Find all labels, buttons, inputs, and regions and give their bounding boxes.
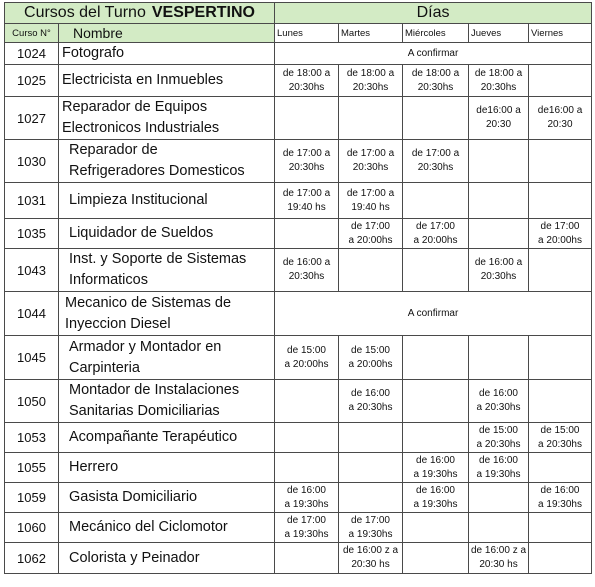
schedule-cell <box>529 183 592 219</box>
schedule-line: 20:30hs <box>288 162 325 173</box>
schedule-cell <box>403 140 469 183</box>
course-code: 1055 <box>5 453 59 483</box>
schedule-cell <box>403 483 469 513</box>
schedule-cell <box>339 249 403 292</box>
schedule-line: 20:30 <box>547 119 573 130</box>
schedule-cell <box>469 423 529 453</box>
course-code: 1059 <box>5 483 59 513</box>
schedule-cell <box>275 183 339 219</box>
schedule-line: de 15:00 <box>287 344 326 356</box>
course-name-line: Reparador de <box>69 142 158 158</box>
schedule-cell <box>403 513 469 543</box>
table-row <box>5 336 592 380</box>
schedule-cell <box>469 513 529 543</box>
course-name-line: Electronicos Industriales <box>62 120 220 136</box>
schedule-cell <box>339 423 403 453</box>
schedule-cell <box>529 380 592 423</box>
course-name <box>59 97 275 140</box>
schedule-line: de 16:00 z a <box>470 545 527 556</box>
schedule-cell <box>275 543 339 574</box>
schedule-cell <box>339 380 403 423</box>
day-header: Lunes <box>275 24 339 43</box>
header-row <box>5 3 592 24</box>
course-name-line: Fotografo <box>62 45 125 61</box>
course-name <box>59 423 275 453</box>
table-row <box>5 97 592 140</box>
course-name <box>59 219 275 249</box>
table-row <box>5 292 592 336</box>
schedule-cell <box>469 380 529 423</box>
schedule-line: de16:00 a <box>476 105 521 116</box>
schedule-to-confirm: A confirmar <box>275 292 592 336</box>
schedule-line: de 18:00 a <box>346 67 395 79</box>
table-row <box>5 453 592 483</box>
schedule-line: 20:30hs <box>417 162 454 173</box>
schedule-cell <box>529 65 592 97</box>
course-name-line: Colorista y Peinador <box>69 549 200 566</box>
schedule-line: 20:30hs <box>480 271 517 282</box>
schedule-cell <box>469 336 529 380</box>
schedule-line: a 19:30hs <box>413 498 458 510</box>
schedule-line: de 16:00 <box>479 388 518 399</box>
schedule-line: de 16:00 a <box>474 257 523 268</box>
schedule-line: de 16:00 <box>479 454 518 466</box>
schedule-cell <box>403 336 469 380</box>
course-code: 1050 <box>5 380 59 423</box>
schedule-cell <box>469 97 529 140</box>
schedule-line: de16:00 a <box>537 105 583 116</box>
schedule-line: de 16:00 <box>416 454 455 466</box>
schedule-line: a 20:30hs <box>348 402 393 413</box>
schedule-line: 20:30 <box>486 119 512 130</box>
schedule-cell <box>275 380 339 423</box>
schedule-line: de 17:00 <box>351 220 390 232</box>
course-name-line: Mecanico de Sistemas de <box>65 294 232 311</box>
schedule-cell <box>469 483 529 513</box>
table-row <box>5 43 592 65</box>
schedule-cell <box>469 140 529 183</box>
schedule-line: 20:30hs <box>288 271 325 282</box>
course-code: 1044 <box>5 292 59 336</box>
schedule-cell <box>339 543 403 574</box>
schedule-cell <box>469 183 529 219</box>
schedule-cell <box>403 183 469 219</box>
schedule-cell <box>529 219 592 249</box>
schedule-line: a 19:30hs <box>348 528 393 540</box>
course-code: 1043 <box>5 249 59 292</box>
course-code: 1027 <box>5 97 59 140</box>
shift-title-bold: VESPERTINO <box>151 4 255 21</box>
schedule-cell <box>403 219 469 249</box>
schedule-line: de 16:00 <box>416 484 455 496</box>
schedule-line: de 16:00 a <box>282 257 331 268</box>
schedule-cell <box>469 249 529 292</box>
table-row <box>5 249 592 292</box>
schedule-line: de 16:00 z a <box>342 545 399 556</box>
schedule-line: 20:30hs <box>352 81 389 93</box>
schedule-line: de 17:00 <box>416 220 455 232</box>
schedule-cell <box>339 453 403 483</box>
schedule-cell <box>339 65 403 97</box>
schedule-line: a 20:30hs <box>538 438 582 450</box>
schedule-cell <box>403 543 469 574</box>
schedule-line: a 19:30hs <box>284 528 329 540</box>
table-row <box>5 219 592 249</box>
course-name-line: Gasista Domiciliario <box>69 489 198 505</box>
schedule-cell <box>275 219 339 249</box>
schedule-cell <box>469 219 529 249</box>
schedule-cell <box>275 249 339 292</box>
schedule-line: a 20:00hs <box>538 234 582 246</box>
schedule-line: de 17:00 a <box>282 148 331 159</box>
schedule-cell <box>403 249 469 292</box>
schedule-line: de 16:00 <box>540 484 580 496</box>
schedule-cell <box>469 453 529 483</box>
schedule-cell <box>339 336 403 380</box>
schedule-cell <box>469 65 529 97</box>
schedule-line: 20:30hs <box>352 162 389 173</box>
course-code: 1062 <box>5 543 59 574</box>
schedule-line: de 17:00 <box>540 220 580 232</box>
schedule-cell <box>529 140 592 183</box>
table-row <box>5 380 592 423</box>
schedule-line: de 18:00 a <box>411 67 460 79</box>
schedule-line: 19:40 hs <box>351 201 390 213</box>
course-name-line: Armador y Montador en <box>69 338 222 355</box>
course-name <box>59 249 275 292</box>
day-header: Martes <box>339 24 403 43</box>
schedule-cell <box>529 336 592 380</box>
schedule-line: 20:30 hs <box>351 559 390 570</box>
schedule-cell <box>529 249 592 292</box>
course-code: 1045 <box>5 336 59 380</box>
courses-sheet <box>4 2 591 574</box>
course-name-line: Inst. y Soporte de Sistemas <box>69 251 247 267</box>
course-code: 1031 <box>5 183 59 219</box>
schedule-line: de 17:00 a <box>346 187 395 199</box>
course-code: 1024 <box>5 43 59 65</box>
course-name <box>59 65 275 97</box>
schedule-line: a 19:30hs <box>284 498 329 510</box>
schedule-line: a 19:30hs <box>476 468 521 480</box>
schedule-cell <box>339 183 403 219</box>
schedule-cell <box>275 97 339 140</box>
course-name-line: Acompañante Terapéutico <box>69 429 238 445</box>
course-name <box>59 183 275 219</box>
course-code: 1060 <box>5 513 59 543</box>
subheader-row <box>5 24 592 43</box>
schedule-line: 20:30hs <box>417 81 454 93</box>
schedule-cell <box>275 423 339 453</box>
schedule-cell <box>339 219 403 249</box>
course-name <box>59 483 275 513</box>
courses-table <box>4 2 592 574</box>
course-name-line: Limpieza Institucional <box>69 192 208 208</box>
course-name-line: Electricista en Inmuebles <box>62 72 224 88</box>
table-row <box>5 140 592 183</box>
schedule-cell <box>275 336 339 380</box>
course-name-line: Refrigeradores Domesticos <box>69 163 245 179</box>
schedule-line: a 20:00hs <box>284 358 329 370</box>
courses-body <box>5 43 592 574</box>
table-row <box>5 183 592 219</box>
course-name-line: Mecánico del Ciclomotor <box>69 519 228 535</box>
schedule-cell <box>403 453 469 483</box>
schedule-line: de 18:00 a <box>282 67 331 79</box>
schedule-line: de 15:00 <box>351 344 390 356</box>
schedule-line: de 15:00 <box>540 424 580 436</box>
table-row <box>5 65 592 97</box>
schedule-line: de 17:00 <box>287 514 326 526</box>
course-name <box>59 292 275 336</box>
course-name-line: Montador de Instalaciones <box>69 382 240 398</box>
day-header: Miércoles <box>403 24 469 43</box>
schedule-line: de 15:00 <box>479 424 518 436</box>
schedule-cell <box>403 97 469 140</box>
schedule-cell <box>275 513 339 543</box>
course-name <box>59 336 275 380</box>
table-row <box>5 423 592 453</box>
course-name-line: Sanitarias Domiciliarias <box>69 403 220 419</box>
schedule-line: 19:40 hs <box>287 201 326 213</box>
schedule-line: 20:30hs <box>480 81 517 93</box>
schedule-cell <box>529 97 592 140</box>
course-code: 1025 <box>5 65 59 97</box>
schedule-line: de 16:00 <box>351 388 390 399</box>
schedule-cell <box>275 453 339 483</box>
schedule-line: de 17:00 a <box>346 148 395 159</box>
course-name-line: Liquidador de Sueldos <box>69 225 214 241</box>
schedule-line: a 19:30hs <box>538 498 582 510</box>
schedule-cell <box>403 65 469 97</box>
schedule-cell <box>529 483 592 513</box>
course-name <box>59 43 275 65</box>
table-row <box>5 483 592 513</box>
course-name-line: Carpinteria <box>69 359 140 376</box>
schedule-line: a 20:30hs <box>476 402 521 413</box>
shift-title <box>5 3 275 24</box>
schedule-line: a 20:00hs <box>348 234 393 246</box>
schedule-cell <box>529 513 592 543</box>
table-row <box>5 543 592 574</box>
col-curso-header: Curso N° <box>5 24 59 43</box>
table-row <box>5 513 592 543</box>
course-name <box>59 380 275 423</box>
schedule-cell <box>529 453 592 483</box>
schedule-cell <box>529 423 592 453</box>
schedule-cell <box>275 140 339 183</box>
day-header: Jueves <box>469 24 529 43</box>
course-name <box>59 513 275 543</box>
schedule-line: de 17:00 a <box>411 148 460 159</box>
schedule-cell <box>469 543 529 574</box>
schedule-line: a 20:00hs <box>413 234 458 246</box>
schedule-cell <box>275 483 339 513</box>
col-nombre-header: Nombre <box>59 24 275 43</box>
schedule-cell <box>339 140 403 183</box>
schedule-to-confirm: A confirmar <box>275 43 592 65</box>
schedule-line: 20:30hs <box>288 81 325 93</box>
course-name-line: Herrero <box>69 459 119 475</box>
schedule-cell <box>275 65 339 97</box>
course-name-line: Reparador de Equipos <box>62 99 208 115</box>
day-header: Viernes <box>529 24 592 43</box>
schedule-cell <box>339 513 403 543</box>
course-code: 1035 <box>5 219 59 249</box>
schedule-cell <box>403 380 469 423</box>
schedule-line: de 17:00 a <box>282 187 331 199</box>
schedule-cell <box>339 97 403 140</box>
course-name-line: Inyeccion Diesel <box>65 315 171 332</box>
course-code: 1053 <box>5 423 59 453</box>
schedule-line: 20:30 hs <box>479 559 518 570</box>
schedule-cell <box>403 423 469 453</box>
schedule-cell <box>339 483 403 513</box>
shift-title-prefix: Cursos del Turno <box>24 4 146 21</box>
course-name <box>59 543 275 574</box>
schedule-line: a 20:30hs <box>476 438 521 450</box>
schedule-line: de 18:00 a <box>474 67 523 79</box>
days-title: Días <box>275 3 592 24</box>
course-name <box>59 140 275 183</box>
course-name-line: Informaticos <box>69 272 148 288</box>
schedule-cell <box>529 543 592 574</box>
schedule-line: de 16:00 <box>287 484 326 496</box>
course-name <box>59 453 275 483</box>
schedule-line: a 20:00hs <box>348 358 393 370</box>
schedule-line: a 19:30hs <box>413 468 458 480</box>
schedule-line: de 17:00 <box>351 514 390 526</box>
course-code: 1030 <box>5 140 59 183</box>
